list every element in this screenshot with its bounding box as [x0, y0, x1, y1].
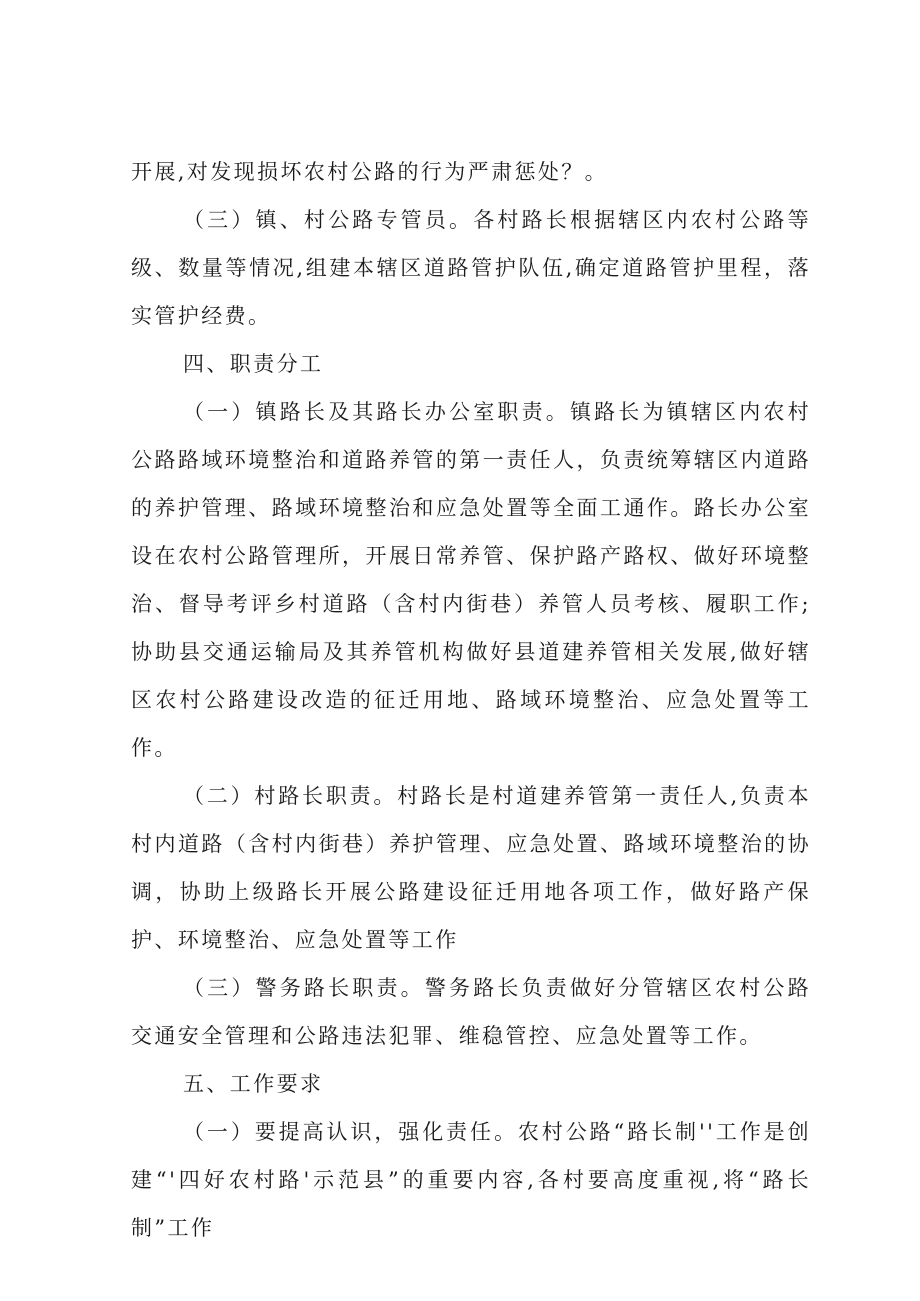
section-heading-requirements: 五、工作要求 — [183, 1072, 324, 1096]
section-heading-duties: 四、职责分工 — [183, 352, 324, 376]
paragraph-raise-awareness: （一）要提高认识，强化责任。农村公路“路长制''工作是创建“'四好农村路'示范县”的重要内容,各村要高度重视,将“路长制”工作 — [131, 1120, 811, 1240]
paragraph-continuation: 开展,对发现损坏农村公路的行为严肃惩处？。 — [131, 160, 609, 184]
paragraph-town-village-road-manager: （三）镇、村公路专管员。各村路长根据辖区内农村公路等级、数量等情况,组建本辖区道路管护队伍,确定道路管护里程，落实管护经费。 — [131, 208, 811, 328]
paragraph-village-road-chief-duties: （二）村路长职责。村路长是村道建养管第一责任人,负责本村内道路（含村内街巷）养护管理、应急处置、路域环境整治的协调，协助上级路长开展公路建设征迁用地各项工作，做好路产保护、环境整治、应急处置等工作 — [131, 784, 811, 952]
paragraph-police-road-chief-duties: （三）警务路长职责。警务路长负责做好分管辖区农村公路交通安全管理和公路违法犯罪、维稳管控、应急处置等工作。 — [131, 976, 811, 1048]
document-body — [131, 148, 811, 1252]
paragraph-town-road-chief-duties: （一）镇路长及其路长办公室职责。镇路长为镇辖区内农村公路路域环境整治和道路养管的第一责任人，负责统筹辖区内道路的养护管理、路域环境整治和应急处置等全面工通作。路长办公室设在农村公路管理所，开展日常养管、保护路产路权、做好环境整治、督导考评乡村道路（含村内街巷）养管人员考核、履职工作;协助县交通运输局及其养管机构做好县道建养管相关发展,做好辖区农村公路建设改造的征迁用地、路域环境整治、应急处置等工作。 — [131, 400, 811, 760]
